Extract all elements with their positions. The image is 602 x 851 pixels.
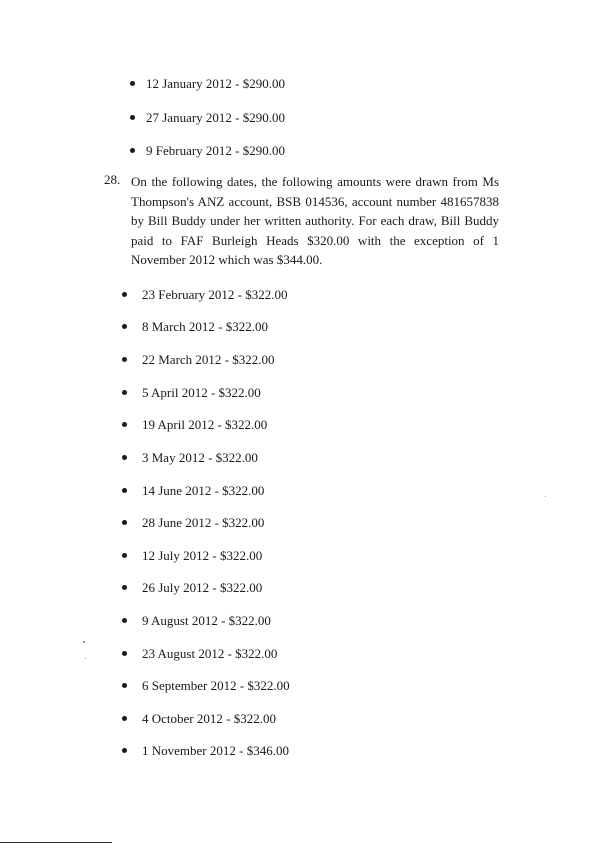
list-item-text: 12 July 2012 - $322.00 [142, 548, 263, 563]
bullet-icon [122, 357, 127, 362]
bullet-icon [122, 651, 127, 656]
bullet-icon [122, 748, 127, 753]
bullet-icon [122, 390, 127, 395]
paragraph-text: On the following dates, the following amounts were drawn from Ms Thompson's ANZ account, BSB 014536, account number 481657838 by Bill Buddy under her written authority. For each draw, Bill Buddy paid to FAF Burleigh Heads $320.00 with the exception of 1 November 2012 which was $344.00. [131, 174, 499, 267]
scan-speck [83, 641, 85, 643]
list-item-text: 28 June 2012 - $322.00 [142, 515, 265, 530]
list-item-text: 23 February 2012 - $322.00 [142, 287, 288, 302]
scan-speck [545, 496, 546, 497]
bullet-icon [122, 422, 127, 427]
list-item-text: 12 January 2012 - $290.00 [146, 76, 286, 91]
bullet-icon [122, 455, 127, 460]
scan-speck [85, 658, 86, 659]
paragraph-number: 28. [104, 172, 121, 187]
bullet-icon [122, 324, 127, 329]
list-item-text: 1 November 2012 - $346.00 [142, 743, 289, 758]
list-item-text: 4 October 2012 - $322.00 [142, 711, 276, 726]
bullet-icon [122, 716, 127, 721]
list-item-text: 27 January 2012 - $290.00 [146, 110, 286, 125]
bullet-icon [122, 553, 127, 558]
list-item-text: 19 April 2012 - $322.00 [142, 417, 268, 432]
bullet-icon [122, 292, 127, 297]
list-item-text: 5 April 2012 - $322.00 [142, 385, 261, 400]
list-item-text: 22 March 2012 - $322.00 [142, 352, 275, 367]
list-item-text: 14 June 2012 - $322.00 [142, 483, 265, 498]
list-item-text: 9 August 2012 - $322.00 [142, 613, 271, 628]
bullet-icon [122, 683, 127, 688]
bullet-icon [130, 81, 135, 86]
list-item-text: 8 March 2012 - $322.00 [142, 319, 269, 334]
bullet-icon [130, 148, 135, 153]
list-item-text: 9 February 2012 - $290.00 [146, 143, 286, 158]
list-item-text: 6 September 2012 - $322.00 [142, 678, 290, 693]
list-item-text: 3 May 2012 - $322.00 [142, 450, 258, 465]
bullet-icon [122, 488, 127, 493]
bullet-icon [122, 520, 127, 525]
list-item-text: 23 August 2012 - $322.00 [142, 646, 278, 661]
list-item-text: 26 July 2012 - $322.00 [142, 580, 263, 595]
bullet-icon [122, 618, 127, 623]
bullet-icon [130, 115, 135, 120]
bullet-icon [122, 585, 127, 590]
footer-rule [0, 842, 112, 843]
